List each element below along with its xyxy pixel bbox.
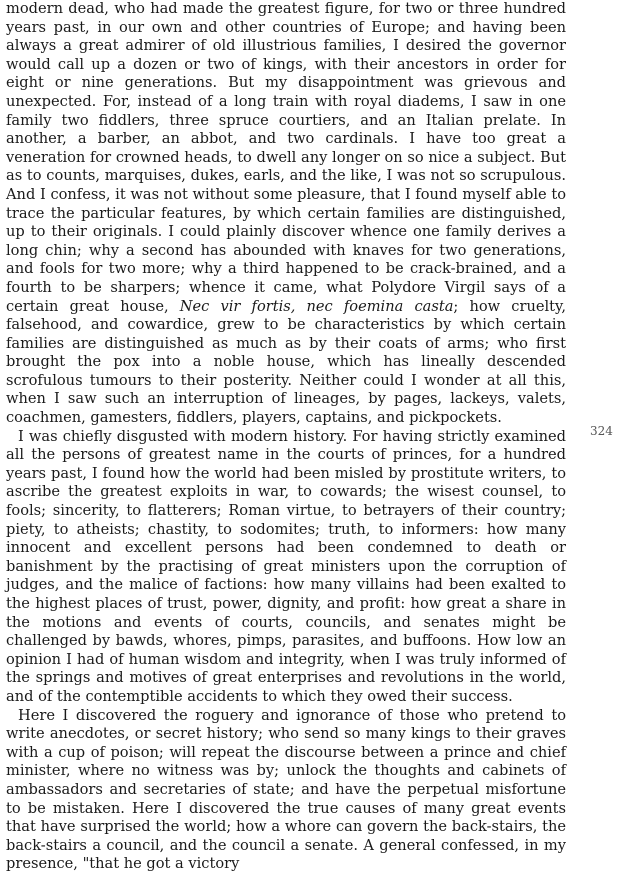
paragraph-3 — [6, 707, 566, 874]
paragraph-1-latin-quote: Nec vir fortis, nec foemina casta — [179, 297, 454, 315]
document-body — [6, 0, 566, 874]
paragraph-1-text: modern dead, who had made the greatest figure, for two or three hundred years past, in our own and other countries of Europe; and having been always a great admirer of old illustrious families, I desired the governor would call up a dozen or two of kings, with their ancestors in order for eight or nine generations. But my disappointment was grievous and unexpected. For, instead of a long train with royal diadems, I saw in one family two fiddlers, three spruce courtiers, and an Italian prelate. In another, a barber, an abbot, and two cardinals. I have too great a veneration for crowned heads, to dwell any longer on so nice a subject. But as to counts, marquises, dukes, earls, and the like, I was not so scrupulous. And I confess, it was not without some pleasure, that I found myself able to trace the particular features, by which certain families are distinguished, up to their originals. I could plainly discover whence one family derives a long chin; why a second has abounded with knaves for two generations, and fools for two more; why a third happened to be crack-brained, and a fourth to be sharpers; whence it came, what Polydore Virgil says of a certain great house, — [6, 0, 566, 315]
paragraph-2-text: I was chiefly disgusted with modern history. For having strictly examined all the persons of greatest name in the courts of princes, for a hundred years past, I found how the world had been misled by prostitute writers, to ascribe the greatest exploits in war, to cowards; the wisest counsel, to fools; sincerity, to flatterers; Roman virtue, to betrayers of their country; piety, to atheists; chastity, to sodomites; truth, to informers: how many innocent and excellent persons had been condemned to death or banishment by the practising of great ministers upon the corruption of judges, and the malice of factions: how many villains had been exalted to the highest places of trust, power, dignity, and profit: how great a share in the motions and events of courts, councils, and senates might be challenged by bawds, whores, pimps, parasites, and buffoons. How low an opinion I had of human wisdom and integrity, when I was truly informed of the springs and motives of great enterprises and revolutions in the world, and of the contemptible accidents to which they owed their success. — [6, 427, 566, 705]
paragraph-1-text-continued: ; how cruelty, falsehood, and cowardice, grew to be characteristics by which certain families are distinguished as much as by their coats of arms; who first brought the pox into a noble house, which has lineally descended scrofulous tumours to their posterity. Neither could I wonder at all this, when I saw such an interruption of lineages, by pages, lackeys, valets, coachmen, gamesters, fiddlers, players, captains, and pickpockets. — [6, 297, 566, 427]
paragraph-3-text: Here I discovered the roguery and ignorance of those who pretend to write anecdotes, or secret history; who send so many kings to their graves with a cup of poison; will repeat the discourse between a prince and chief minister, where no witness was by; unlock the thoughts and cabinets of ambassadors and secretaries of state; and have the perpetual misfortune to be mistaken. Here I discovered the true causes of many great events that have surprised the world; how a whore can govern the back-stairs, the back-stairs a council, and the council a senate. A general confessed, in my presence, "that he got a victory — [6, 706, 566, 873]
page-number: 324 — [590, 424, 613, 438]
paragraph-1 — [6, 0, 566, 428]
paragraph-2 — [6, 428, 566, 707]
